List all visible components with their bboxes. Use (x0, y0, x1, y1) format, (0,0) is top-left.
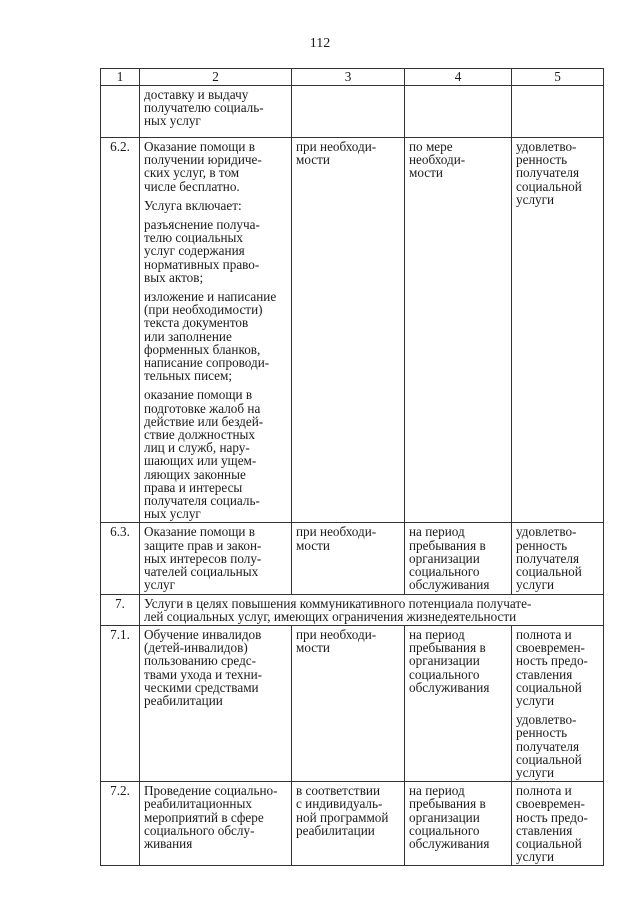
service-paragraph: Обучение инвалидов (детей-инвалидов) пользованию средс- твами ухода и техни- ческими средствами реабилитации (144, 626, 263, 708)
section-row (101, 594, 604, 625)
page-number: 112 (309, 36, 331, 51)
criteria-cell (512, 782, 604, 866)
service-paragraph: разъяснение получа- телю социальных услуг содержания нормативных право- вых актов; (144, 217, 260, 285)
service-cell (140, 138, 292, 523)
header-col-4: 4 (405, 69, 512, 86)
period-cell: по мере необходи- мости (405, 138, 512, 523)
criteria-paragraph: удовлетво- ренность получателя социальной услуги (516, 139, 582, 207)
period-cell: на период пребывания в организации социального обслуживания (405, 625, 512, 781)
table-row (101, 138, 604, 523)
term-cell: в соответствии с индивидуаль- ной программой реабилитации (292, 782, 405, 866)
section-title: Услуги в целях повышения коммуникативного потенциала получате- лей социальных услуг, имеющих ограничения жизнедеятельности (140, 594, 604, 625)
row-number: 6.2. (101, 138, 140, 523)
header-col-5: 5 (512, 69, 604, 86)
period-cell (405, 86, 512, 138)
header-col-1: 1 (101, 69, 140, 86)
service-cell (140, 86, 292, 138)
service-paragraph: доставку и выдачу получателю социаль- ных услуг (144, 87, 264, 129)
term-cell: при необходи- мости (292, 138, 405, 523)
table-row (101, 86, 604, 138)
criteria-cell (512, 523, 604, 594)
criteria-paragraph: полнота и своевремен- ность предо- ставления социальной услуги (516, 783, 588, 865)
row-number: 7.1. (101, 625, 140, 781)
criteria-cell (512, 138, 604, 523)
service-paragraph: Услуга включает: (144, 197, 242, 213)
term-cell (292, 86, 405, 138)
service-cell (140, 625, 292, 781)
services-table (100, 68, 604, 866)
term-cell: при необходи- мости (292, 625, 405, 781)
criteria-paragraph: удовлетво- ренность получателя социальной услуги (516, 524, 582, 593)
row-number: 6.3. (101, 523, 140, 594)
service-paragraph: Проведение социально- реабилитационных мероприятий в сфере социального обслу- живания (144, 783, 278, 851)
header-row (101, 69, 604, 86)
criteria-paragraph: полнота и своевремен- ность предо- ставления социальной услуги (516, 626, 588, 708)
table-row (101, 625, 604, 781)
header-col-3: 3 (292, 69, 405, 86)
row-number (101, 86, 140, 138)
service-paragraph: изложение и написание (при необходимости) текста документов или заполнение форменных бланков, написание сопроводи- тельных писем; (144, 289, 277, 384)
criteria-paragraph: удовлетво- ренность получателя социальной услуги (516, 712, 582, 780)
criteria-cell (512, 86, 604, 138)
service-paragraph: Оказание помощи в защите прав и закон- ных интересов полу- чателей социальных услуг (144, 524, 262, 593)
service-cell (140, 782, 292, 866)
period-cell: на период пребывания в организации социального обслуживания (405, 782, 512, 866)
header-col-2: 2 (140, 69, 292, 86)
period-cell: на период пребывания в организации социального обслуживания (405, 523, 512, 594)
row-number: 7.2. (101, 782, 140, 866)
term-cell: при необходи- мости (292, 523, 405, 594)
table-row (101, 782, 604, 866)
criteria-cell (512, 625, 604, 781)
section-number: 7. (101, 594, 140, 625)
service-paragraph: Оказание помощи в получении юридиче- ских услуг, в том числе бесплатно. (144, 139, 262, 194)
table-row (101, 523, 604, 594)
service-paragraph: оказание помощи в подготовке жалоб на действие или бездей- ствие должностных лиц и служб, нару- шающих или ущем- ляющих законные права и интересы получателя социаль- ных услуг (144, 387, 264, 522)
service-cell (140, 523, 292, 594)
